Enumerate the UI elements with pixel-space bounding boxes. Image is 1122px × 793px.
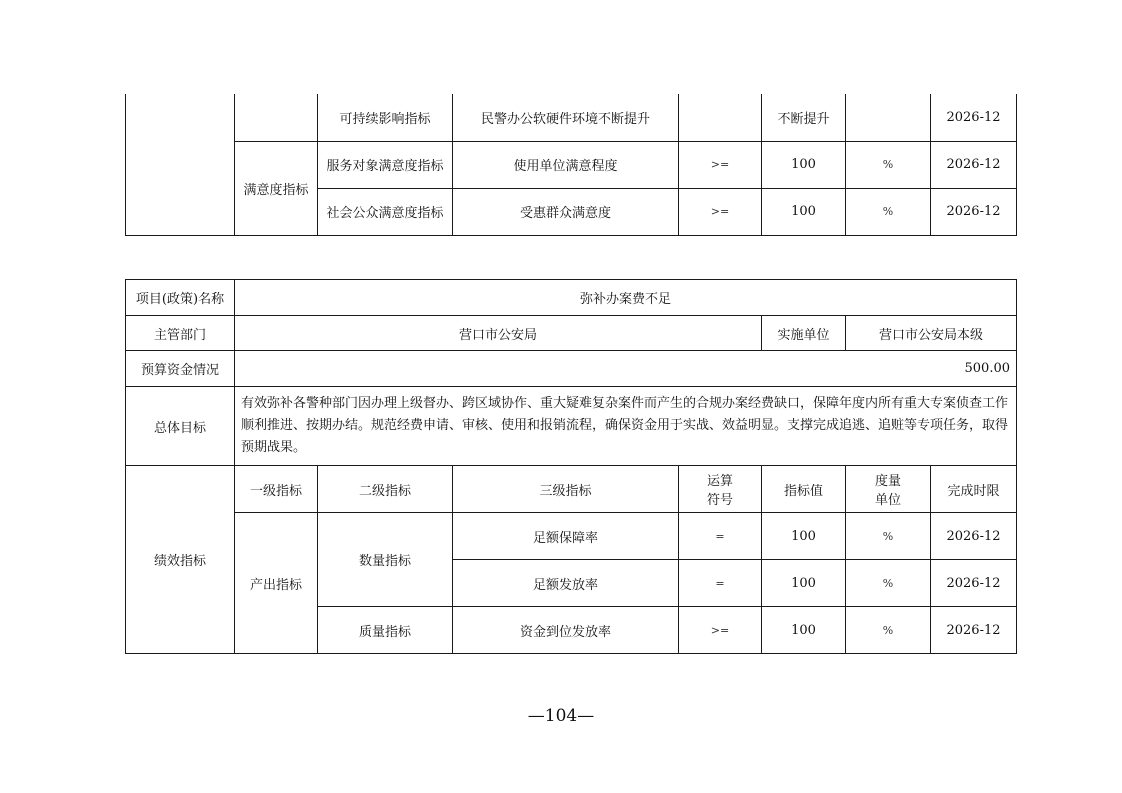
level2-cell: 满意度指标 <box>235 141 318 235</box>
value-cell: 100 <box>762 607 846 654</box>
header-level2: 二级指标 <box>318 466 453 513</box>
table-header-row <box>126 466 1017 513</box>
table-row <box>126 94 1017 141</box>
unit-cell: % <box>846 513 931 560</box>
project-name-label: 项目(政策)名称 <box>126 280 235 316</box>
unit-cell: % <box>846 560 931 607</box>
operator-cell: >= <box>679 141 762 188</box>
operator-cell: = <box>679 560 762 607</box>
implementing-unit-label: 实施单位 <box>762 316 846 351</box>
value-cell: 100 <box>762 188 846 235</box>
indicator-cell: 足额发放率 <box>453 560 679 607</box>
unit-cell: % <box>846 607 931 654</box>
budget-value: 500.00 <box>235 351 1017 387</box>
header-unit-line2: 单位 <box>874 493 901 508</box>
header-level3: 三级指标 <box>453 466 679 513</box>
table-row <box>126 316 1017 351</box>
header-unit-line1: 度量 <box>874 474 901 489</box>
operator-cell: = <box>679 513 762 560</box>
header-unit <box>846 466 931 513</box>
header-operator-line2: 符号 <box>706 493 733 508</box>
level1-cell: 产出指标 <box>235 513 318 654</box>
header-due: 完成时限 <box>931 466 1017 513</box>
department-label: 主管部门 <box>126 316 235 351</box>
due-cell: 2026-12 <box>931 188 1017 235</box>
indicator-cell: 民警办公软硬件环境不断提升 <box>453 94 679 141</box>
level2-cell: 数量指标 <box>318 513 453 607</box>
table-row <box>126 387 1017 466</box>
budget-label: 预算资金情况 <box>126 351 235 387</box>
blank-cell <box>126 94 235 235</box>
operator-cell: >= <box>679 607 762 654</box>
implementing-unit-value: 营口市公安局本级 <box>846 316 1017 351</box>
unit-cell <box>846 94 931 141</box>
level3-cell: 可持续影响指标 <box>318 94 453 141</box>
due-cell: 2026-12 <box>931 141 1017 188</box>
indicator-cell: 使用单位满意程度 <box>453 141 679 188</box>
indicator-cell: 受惠群众满意度 <box>453 188 679 235</box>
indicator-cell: 足额保障率 <box>453 513 679 560</box>
value-cell: 不断提升 <box>762 94 846 141</box>
performance-label: 绩效指标 <box>126 466 235 654</box>
table-row <box>126 280 1017 316</box>
overall-goal-text: 有效弥补各警种部门因办理上级督办、跨区域协作、重大疑难复杂案件而产生的合规办案经费缺口，保障年度内所有重大专案侦查工作顺利推进、按期办结。规范经费申请、审核、使用和报销流程，确保资金用于实战、效益明显。支撑完成追逃、追赃等专项任务，取得预期战果。 <box>235 387 1017 466</box>
unit-cell: % <box>846 141 931 188</box>
operator-cell: >= <box>679 188 762 235</box>
value-cell: 100 <box>762 513 846 560</box>
due-cell: 2026-12 <box>931 560 1017 607</box>
table-row <box>126 513 1017 560</box>
overall-goal-label: 总体目标 <box>126 387 235 466</box>
table-row <box>126 141 1017 188</box>
level2-cell: 质量指标 <box>318 607 453 654</box>
value-cell: 100 <box>762 141 846 188</box>
department-value: 营口市公安局 <box>235 316 762 351</box>
table-row <box>126 351 1017 387</box>
performance-table-continued <box>125 94 1017 236</box>
indicator-cell: 资金到位发放率 <box>453 607 679 654</box>
unit-cell: % <box>846 188 931 235</box>
header-operator-line1: 运算 <box>706 474 733 489</box>
blank-cell <box>235 94 318 141</box>
due-cell: 2026-12 <box>931 607 1017 654</box>
level3-cell: 社会公众满意度指标 <box>318 188 453 235</box>
header-operator <box>679 466 762 513</box>
value-cell: 100 <box>762 560 846 607</box>
header-value: 指标值 <box>762 466 846 513</box>
due-cell: 2026-12 <box>931 513 1017 560</box>
due-cell: 2026-12 <box>931 94 1017 141</box>
operator-cell <box>679 94 762 141</box>
project-table <box>125 279 1017 654</box>
page-number: —104— <box>527 706 595 726</box>
header-level1: 一级指标 <box>235 466 318 513</box>
level3-cell: 服务对象满意度指标 <box>318 141 453 188</box>
project-name: 弥补办案费不足 <box>235 280 1017 316</box>
